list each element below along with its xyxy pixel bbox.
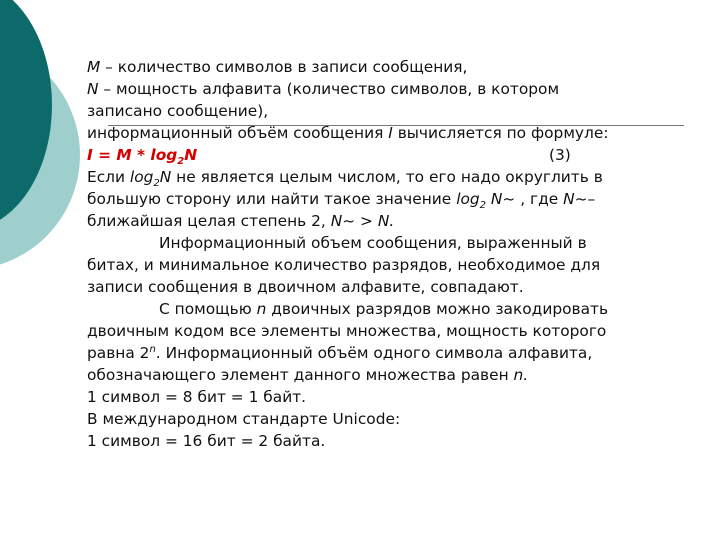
text-line-6: Если $\log_2N$ не является целым числом, то его надо округлить в [87, 168, 603, 190]
text-line-14: равна 2$^n$. Информационный объём одного символа алфавита, [87, 343, 593, 362]
text-line-7: большую сторону или найти такое значение $\log_2$ N~ , где N~– [87, 190, 596, 212]
text-line-12: С помощью n двоичных разрядов можно закодировать [159, 300, 609, 318]
text-line-8: ближайшая целая степень 2, N~ > N. [87, 212, 395, 230]
text-line-1: M – количество символов в записи сообщения, [87, 58, 468, 76]
text-line-10: битах, и минимальное количество разрядов, необходимое для [87, 256, 601, 274]
text-line-2: N – мощность алфавита (количество символов, в котором [87, 80, 560, 98]
text-line-9: Информационный объем сообщения, выраженный в [159, 234, 587, 252]
text-line-11: записи сообщения в двоичном алфавите, совпадают. [87, 278, 524, 296]
slide-body [87, 56, 712, 452]
text-line-18: 1 символ = 16 бит = 2 байта. [87, 432, 326, 450]
text-line-16: 1 символ = 8 бит = 1 байт. [87, 388, 307, 406]
text-line-13: двоичным кодом все элементы множества, мощность которого [87, 322, 607, 340]
decorative-circles [0, 0, 80, 300]
text-line-3: записано сообщение), [87, 102, 269, 120]
text-line-4: информационный объём сообщения I вычисляется по формуле: [87, 124, 609, 142]
text-line-15: обозначающего элемент данного множества равен n. [87, 366, 529, 384]
formula-line: $I = M * \log_2N$ (3) [87, 146, 571, 168]
equation-number: (3) [549, 146, 571, 164]
text-line-17: В международном стандарте Unicode: [87, 410, 401, 428]
